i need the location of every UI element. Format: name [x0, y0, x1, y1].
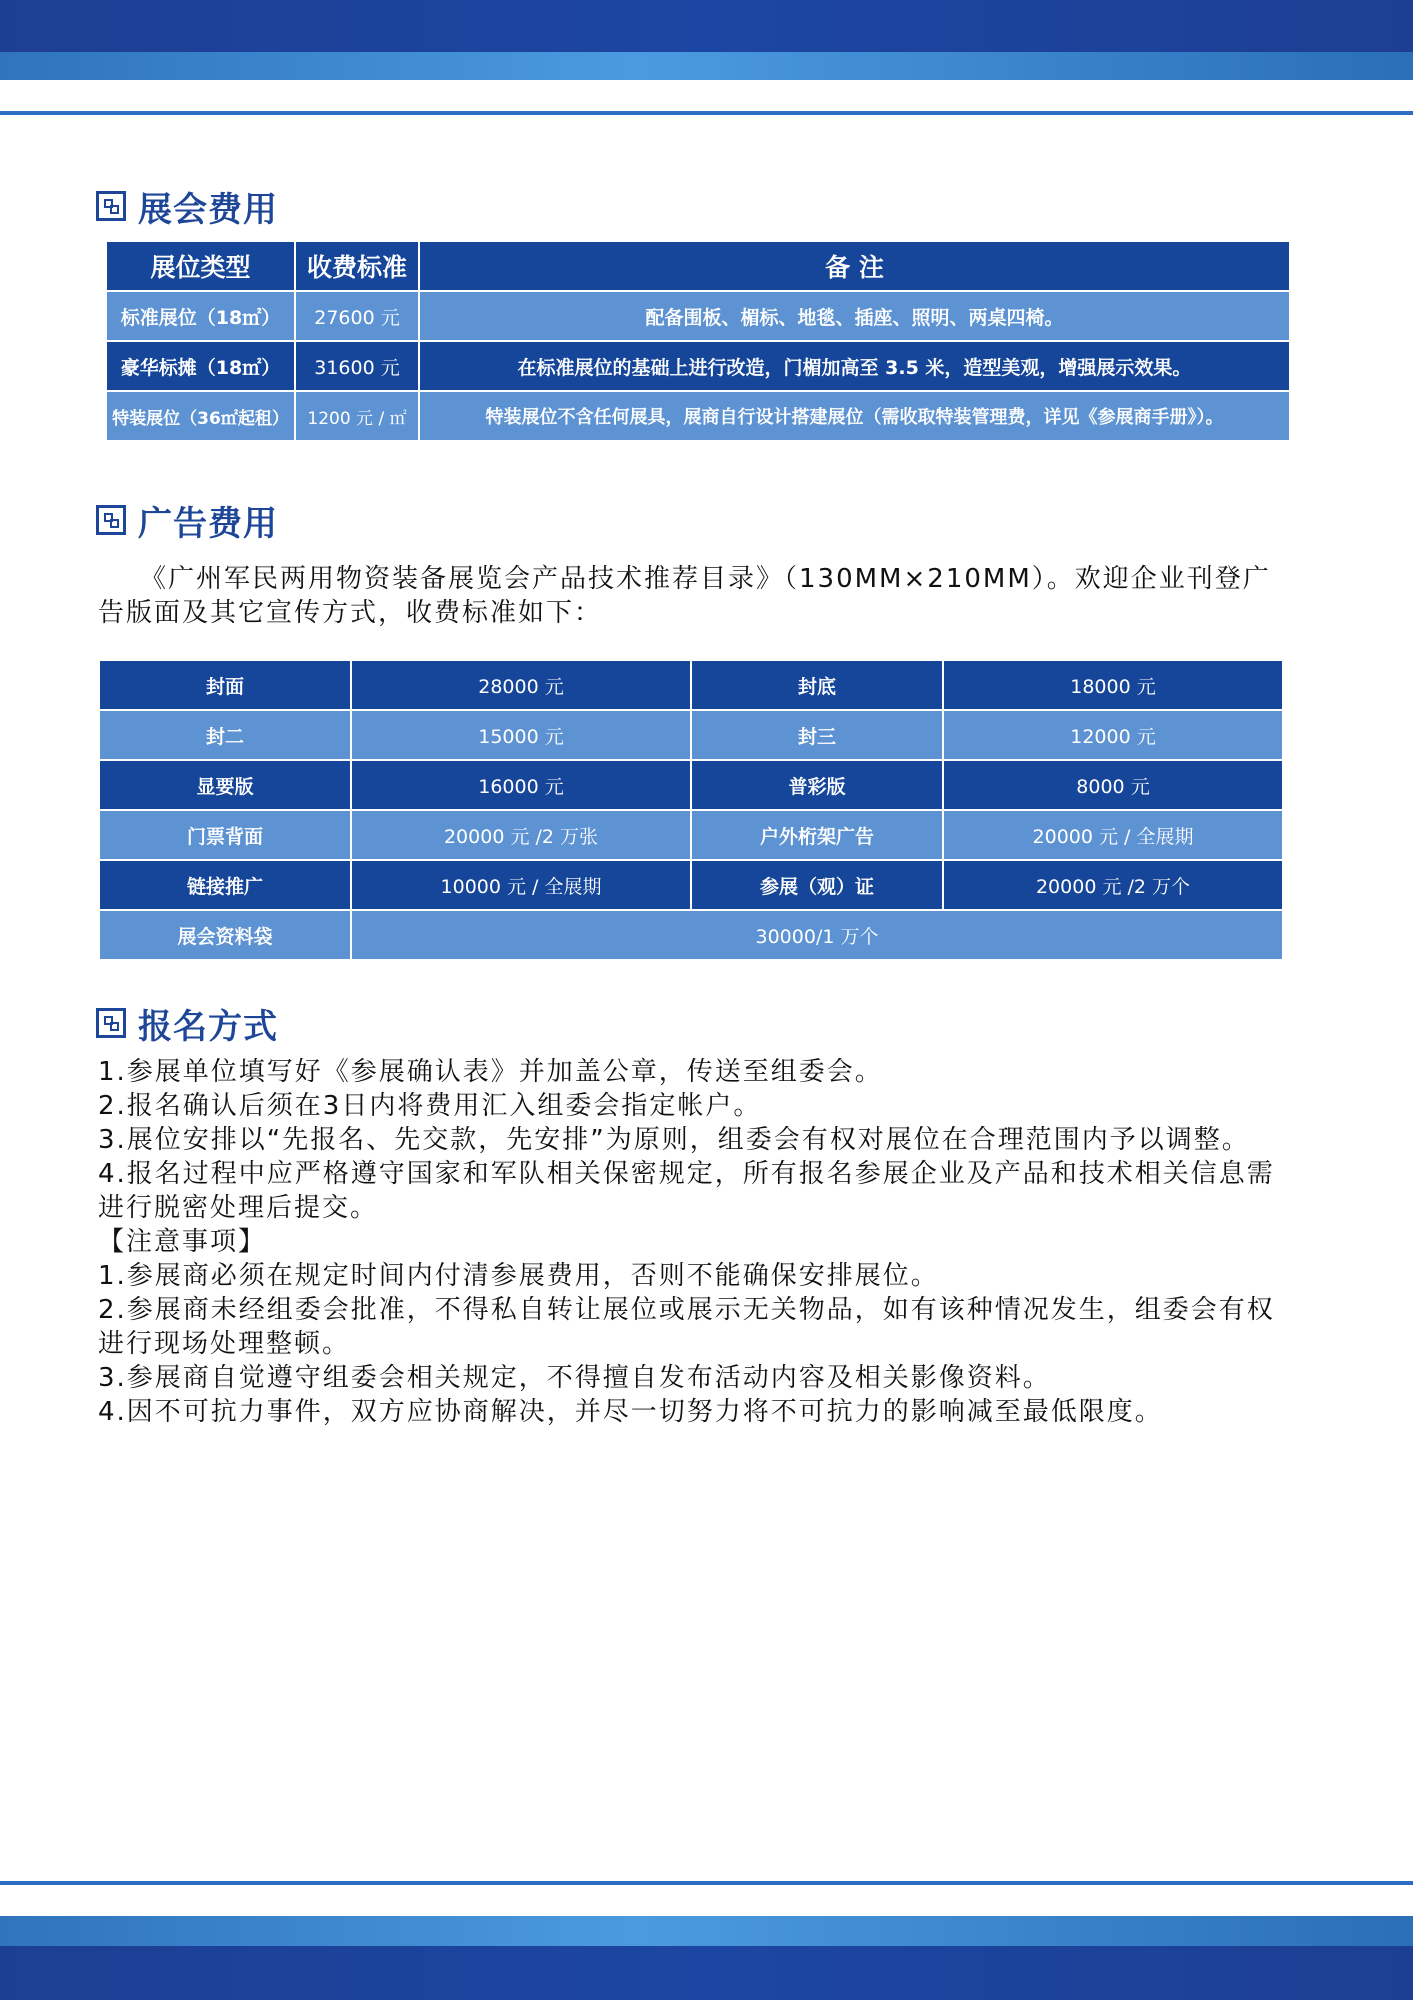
ad-price-cell: 20000 元 / 全展期	[943, 810, 1283, 860]
notice-item: 1.参展商必须在规定时间内付清参展费用，否则不能确保安排展位。	[98, 1261, 939, 1291]
header-fee-standard: 收费标准	[295, 241, 419, 291]
ad-price-cell: 28000 元	[351, 660, 691, 710]
ad-fee-table	[98, 659, 1284, 961]
table-row	[99, 760, 1283, 810]
notice-item: 2.参展商未经组委会批准，不得私自转让展位或展示无关物品，如有该种情况发生，组委会有权进行现场处理整顿。	[98, 1295, 1275, 1359]
section-bullet-icon	[96, 1008, 126, 1038]
table-row	[99, 910, 1283, 960]
ad-intro-text: 《广州军民两用物资装备展览会产品技术推荐目录》（130MM×210MM）。欢迎企业刊登广告版面及其它宣传方式，收费标准如下：	[98, 564, 1271, 628]
ad-label-cell: 封二	[99, 710, 351, 760]
ad-price-cell: 30000/1 万个	[351, 910, 1283, 960]
table-row	[106, 391, 1290, 441]
table-row	[99, 810, 1283, 860]
header-booth-type: 展位类型	[106, 241, 295, 291]
signup-step: 2.报名确认后须在3日内将费用汇入组委会指定帐户。	[98, 1091, 762, 1121]
booth-type-cell: 豪华标摊（18㎡）	[106, 341, 295, 391]
section-fees-title: 展会费用	[138, 189, 278, 230]
ad-label-cell: 门票背面	[99, 810, 351, 860]
signup-step: 1.参展单位填写好《参展确认表》并加盖公章，传送至组委会。	[98, 1057, 883, 1087]
ad-label-cell: 参展（观）证	[691, 860, 943, 910]
table-row	[106, 291, 1290, 341]
signup-step: 4.报名过程中应严格遵守国家和军队相关保密规定，所有报名参展企业及产品和技术相关信息需进行脱密处理后提交。	[98, 1159, 1275, 1223]
table-row	[99, 860, 1283, 910]
ad-label-cell: 封面	[99, 660, 351, 710]
ad-price-cell: 16000 元	[351, 760, 691, 810]
header-divider	[0, 111, 1413, 115]
footer-band-dark	[0, 1946, 1413, 2000]
section-signup-heading	[96, 1001, 278, 1045]
booth-fee-cell: 27600 元	[295, 291, 419, 341]
ad-price-cell: 18000 元	[943, 660, 1283, 710]
section-fees-heading	[96, 184, 278, 228]
ad-price-cell: 10000 元 / 全展期	[351, 860, 691, 910]
table-row	[99, 710, 1283, 760]
booth-note-cell: 特装展位不含任何展具，展商自行设计搭建展位（需收取特装管理费，详见《参展商手册》）。	[419, 391, 1290, 441]
section-bullet-icon	[96, 191, 126, 221]
ad-price-cell: 20000 元 /2 万张	[351, 810, 691, 860]
section-signup-title: 报名方式	[138, 1006, 278, 1047]
table-row	[99, 660, 1283, 710]
ad-label-cell: 普彩版	[691, 760, 943, 810]
booth-fee-table	[105, 240, 1291, 442]
section-bullet-icon	[96, 505, 126, 535]
notice-item: 4.因不可抗力事件，双方应协商解决，并尽一切努力将不可抗力的影响减至最低限度。	[98, 1397, 1163, 1427]
ad-label-cell: 户外桁架广告	[691, 810, 943, 860]
table-row	[106, 341, 1290, 391]
booth-note-cell: 在标准展位的基础上进行改造，门楣加高至 3.5 米，造型美观，增强展示效果。	[419, 341, 1290, 391]
ad-label-cell: 展会资料袋	[99, 910, 351, 960]
signup-step: 3.展位安排以“先报名、先交款，先安排”为原则，组委会有权对展位在合理范围内予以调整。	[98, 1125, 1250, 1155]
booth-fee-header-row	[106, 241, 1290, 291]
footer-divider	[0, 1881, 1413, 1885]
header-band-dark	[0, 0, 1413, 52]
ad-price-cell: 20000 元 /2 万个	[943, 860, 1283, 910]
ad-price-cell: 12000 元	[943, 710, 1283, 760]
section-ads-title: 广告费用	[138, 503, 278, 544]
booth-note-cell: 配备围板、楣标、地毯、插座、照明、两桌四椅。	[419, 291, 1290, 341]
booth-type-cell: 特装展位（36㎡起租）	[106, 391, 295, 441]
signup-text-block	[98, 1055, 1298, 1429]
ad-price-cell: 15000 元	[351, 710, 691, 760]
booth-fee-cell: 1200 元 / ㎡	[295, 391, 419, 441]
notice-heading: 【注意事项】	[98, 1227, 267, 1257]
booth-type-cell: 标准展位（18㎡）	[106, 291, 295, 341]
ad-price-cell: 8000 元	[943, 760, 1283, 810]
booth-fee-cell: 31600 元	[295, 341, 419, 391]
ad-label-cell: 显要版	[99, 760, 351, 810]
section-ads-heading	[96, 498, 278, 542]
ad-label-cell: 封底	[691, 660, 943, 710]
notice-item: 3.参展商自觉遵守组委会相关规定，不得擅自发布活动内容及相关影像资料。	[98, 1363, 1051, 1393]
ad-label-cell: 封三	[691, 710, 943, 760]
header-remarks: 备 注	[419, 241, 1290, 291]
footer-band-light	[0, 1916, 1413, 1946]
ad-label-cell: 链接推广	[99, 860, 351, 910]
header-band-light	[0, 52, 1413, 80]
